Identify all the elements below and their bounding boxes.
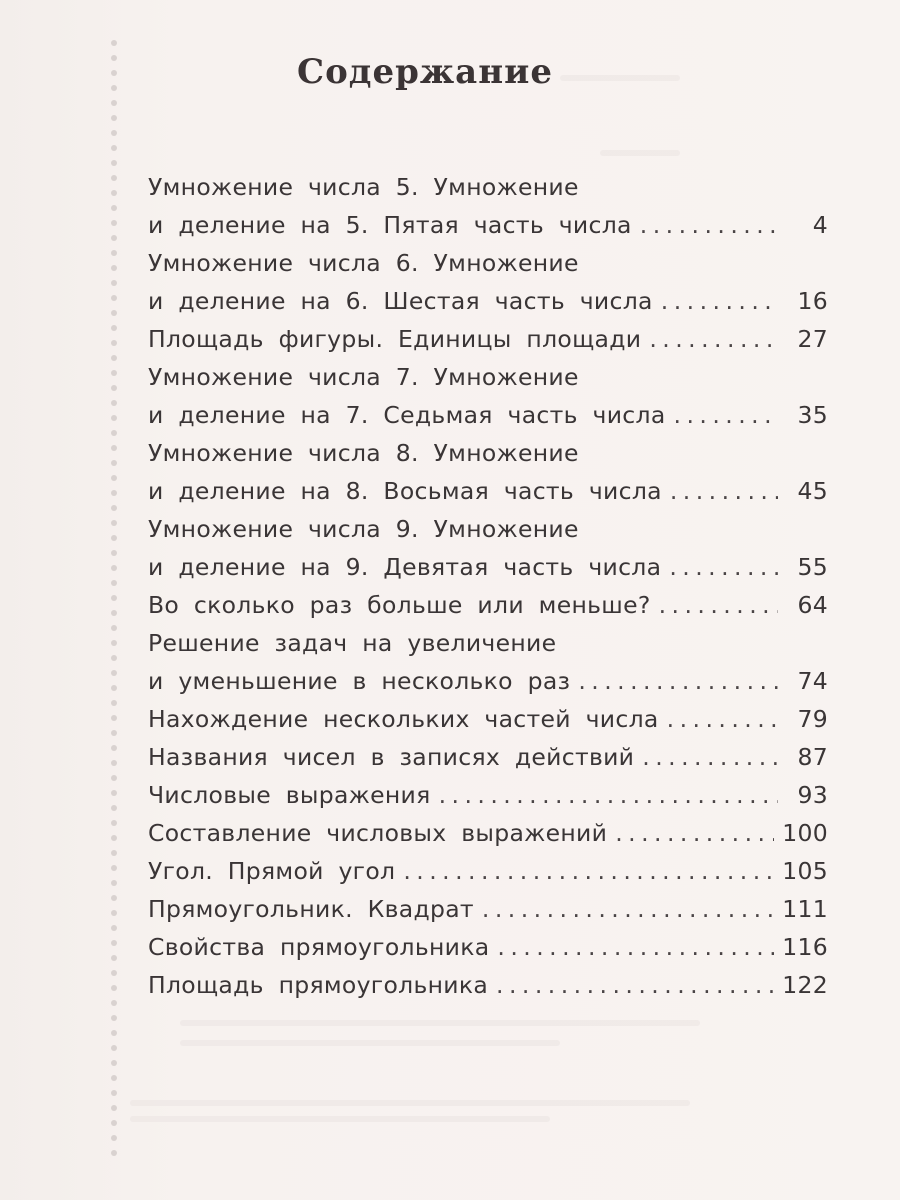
dot-leader — [667, 700, 778, 738]
binding-dot — [111, 760, 117, 766]
bleed-through-mark — [180, 1020, 700, 1026]
table-of-contents — [148, 168, 828, 1004]
toc-entry-line — [148, 928, 828, 966]
toc-page-number: 105 — [782, 857, 828, 885]
toc-entry-first-line — [148, 358, 828, 396]
toc-entry[interactable] — [148, 890, 828, 928]
binding-dot — [111, 1030, 117, 1036]
toc-entry-title: и уменьшение в несколько раз — [148, 667, 571, 695]
binding-dot — [111, 340, 117, 346]
dot-leader — [578, 662, 778, 700]
binding-dot — [111, 385, 117, 391]
binding-dot — [111, 655, 117, 661]
binding-dot — [111, 775, 117, 781]
toc-entry-first-line — [148, 624, 828, 662]
toc-entry[interactable] — [148, 700, 828, 738]
toc-entry[interactable] — [148, 358, 828, 434]
binding-dot — [111, 1105, 117, 1111]
dot-leader — [439, 776, 778, 814]
toc-entry-first-line — [148, 434, 828, 472]
toc-entry-title: и деление на 7. Седьмая часть числа — [148, 401, 666, 429]
toc-page-number: 87 — [797, 743, 828, 771]
binding-dot — [111, 505, 117, 511]
dot-leader — [649, 320, 778, 358]
toc-entry-line — [148, 396, 828, 434]
toc-page-number: 111 — [782, 895, 828, 923]
binding-dot — [111, 325, 117, 331]
binding-dot — [111, 115, 117, 121]
toc-entry-line — [148, 282, 828, 320]
toc-entry[interactable] — [148, 738, 828, 776]
toc-page-number: 122 — [782, 971, 828, 999]
binding-dot — [111, 1015, 117, 1021]
binding-dot — [111, 925, 117, 931]
toc-entry-line — [148, 966, 828, 1004]
bleed-through-mark — [130, 1100, 690, 1106]
dot-leader — [669, 548, 778, 586]
toc-entry-title: Нахождение нескольких частей числа — [148, 705, 659, 733]
binding-dot — [111, 280, 117, 286]
toc-entry[interactable] — [148, 776, 828, 814]
toc-entry[interactable] — [148, 434, 828, 510]
binding-dot — [111, 145, 117, 151]
binding-dot — [111, 370, 117, 376]
toc-entry-first-line — [148, 244, 828, 282]
bleed-through-mark — [180, 1040, 560, 1046]
binding-dot — [111, 805, 117, 811]
binding-dot — [111, 670, 117, 676]
toc-page-number: 100 — [782, 819, 828, 847]
toc-entry-line — [148, 852, 828, 890]
toc-entry-line — [148, 814, 828, 852]
binding-dot — [111, 535, 117, 541]
toc-entry-title: Числовые выражения — [148, 781, 431, 809]
binding-dot — [111, 850, 117, 856]
toc-entry-title: Площадь фигуры. Единицы площади — [148, 325, 642, 353]
dot-leader — [640, 206, 778, 244]
binding-dot — [111, 865, 117, 871]
toc-entry-first-line — [148, 168, 828, 206]
binding-dot — [111, 415, 117, 421]
toc-entry-title: Свойства прямоугольника — [148, 933, 490, 961]
binding-dot — [111, 295, 117, 301]
toc-entry-title: Угол. Прямой угол — [148, 857, 396, 885]
binding-dot — [111, 355, 117, 361]
binding-dot — [111, 445, 117, 451]
binding-dot — [111, 790, 117, 796]
toc-page-number: 45 — [797, 477, 828, 505]
toc-entry-title-start: Умножение числа 9. Умножение — [148, 515, 579, 543]
binding-dot — [111, 400, 117, 406]
binding-dot — [111, 730, 117, 736]
binding-dot — [111, 820, 117, 826]
bleed-through-mark — [130, 1116, 550, 1122]
toc-entry-title: Площадь прямоугольника — [148, 971, 489, 999]
toc-entry-title-start: Умножение числа 8. Умножение — [148, 439, 579, 467]
page-title: Содержание — [297, 52, 553, 92]
toc-entry-title: Составление числовых выражений — [148, 819, 608, 847]
binding-dot — [111, 910, 117, 916]
binding-dot — [111, 745, 117, 751]
page-binding-edge — [108, 40, 120, 1200]
toc-entry-title: и деление на 8. Восьмая часть числа — [148, 477, 662, 505]
toc-entry-line — [148, 890, 828, 928]
toc-entry-line — [148, 206, 828, 244]
toc-entry[interactable] — [148, 814, 828, 852]
binding-dot — [111, 310, 117, 316]
bleed-through-mark — [600, 150, 680, 156]
binding-dot — [111, 835, 117, 841]
binding-dot — [111, 610, 117, 616]
toc-entry[interactable] — [148, 168, 828, 244]
toc-page-number: 74 — [797, 667, 828, 695]
toc-entry-title: и деление на 6. Шестая часть числа — [148, 287, 653, 315]
binding-dot — [111, 100, 117, 106]
toc-entry-line — [148, 776, 828, 814]
binding-dot — [111, 1045, 117, 1051]
binding-dot — [111, 190, 117, 196]
binding-dot — [111, 130, 117, 136]
binding-dot — [111, 430, 117, 436]
binding-dot — [111, 595, 117, 601]
toc-entry[interactable] — [148, 510, 828, 586]
toc-entry-line — [148, 700, 828, 738]
binding-dot — [111, 1000, 117, 1006]
toc-page-number: 93 — [797, 781, 828, 809]
binding-dot — [111, 1075, 117, 1081]
toc-entry-line — [148, 738, 828, 776]
binding-dot — [111, 895, 117, 901]
toc-entry-line — [148, 548, 828, 586]
binding-dot — [111, 1060, 117, 1066]
binding-dot — [111, 565, 117, 571]
toc-entry-title: Названия чисел в записях действий — [148, 743, 635, 771]
toc-entry[interactable] — [148, 928, 828, 966]
binding-dot — [111, 940, 117, 946]
toc-entry-title-start: Решение задач на увеличение — [148, 629, 557, 657]
binding-dot — [111, 1120, 117, 1126]
toc-page-number: 16 — [797, 287, 828, 315]
toc-entry-line — [148, 586, 828, 624]
toc-entry-title: и деление на 5. Пятая часть числа — [148, 211, 632, 239]
toc-page-number: 64 — [797, 591, 828, 619]
binding-dot — [111, 250, 117, 256]
binding-dot — [111, 220, 117, 226]
binding-dot — [111, 205, 117, 211]
binding-dot — [111, 580, 117, 586]
binding-dot — [111, 265, 117, 271]
binding-dot — [111, 640, 117, 646]
binding-dot — [111, 520, 117, 526]
binding-dot — [111, 625, 117, 631]
binding-dot — [111, 1150, 117, 1156]
toc-entry-line — [148, 320, 828, 358]
binding-dot — [111, 490, 117, 496]
binding-dot — [111, 1090, 117, 1096]
binding-dot — [111, 460, 117, 466]
toc-entry-line — [148, 472, 828, 510]
toc-entry-title: Во сколько раз больше или меньше? — [148, 591, 651, 619]
dot-leader — [403, 852, 774, 890]
toc-entry-title-start: Умножение числа 7. Умножение — [148, 363, 579, 391]
toc-entry[interactable] — [148, 320, 828, 358]
toc-entry-first-line — [148, 510, 828, 548]
toc-page-number: 79 — [797, 705, 828, 733]
binding-dot — [111, 160, 117, 166]
toc-page-number: 35 — [797, 401, 828, 429]
binding-dot — [111, 175, 117, 181]
dot-leader — [659, 586, 778, 624]
toc-entry[interactable] — [148, 852, 828, 890]
toc-page-number: 27 — [797, 325, 828, 353]
toc-page-number: 55 — [797, 553, 828, 581]
dot-leader — [670, 472, 778, 510]
binding-dot — [111, 970, 117, 976]
toc-page-number: 4 — [812, 211, 828, 239]
toc-page-number: 116 — [782, 933, 828, 961]
toc-entry[interactable] — [148, 586, 828, 624]
binding-dot — [111, 475, 117, 481]
toc-entry[interactable] — [148, 624, 828, 700]
toc-entry[interactable] — [148, 244, 828, 320]
toc-entry-line — [148, 662, 828, 700]
binding-dot — [111, 955, 117, 961]
binding-dot — [111, 1135, 117, 1141]
toc-entry-title: Прямоугольник. Квадрат — [148, 895, 474, 923]
binding-dot — [111, 40, 117, 46]
dot-leader — [496, 966, 774, 1004]
binding-dot — [111, 550, 117, 556]
toc-entry-title: и деление на 9. Девятая часть числа — [148, 553, 662, 581]
dot-leader — [661, 282, 778, 320]
binding-dot — [111, 880, 117, 886]
dot-leader — [497, 928, 774, 966]
dot-leader — [615, 814, 774, 852]
dot-leader — [674, 396, 778, 434]
binding-dot — [111, 235, 117, 241]
dot-leader — [642, 738, 778, 776]
toc-entry-title-start: Умножение числа 6. Умножение — [148, 249, 579, 277]
binding-dot — [111, 715, 117, 721]
toc-entry[interactable] — [148, 966, 828, 1004]
binding-dot — [111, 685, 117, 691]
dot-leader — [482, 890, 774, 928]
binding-dot — [111, 700, 117, 706]
toc-entry-title-start: Умножение числа 5. Умножение — [148, 173, 579, 201]
binding-dot — [111, 985, 117, 991]
